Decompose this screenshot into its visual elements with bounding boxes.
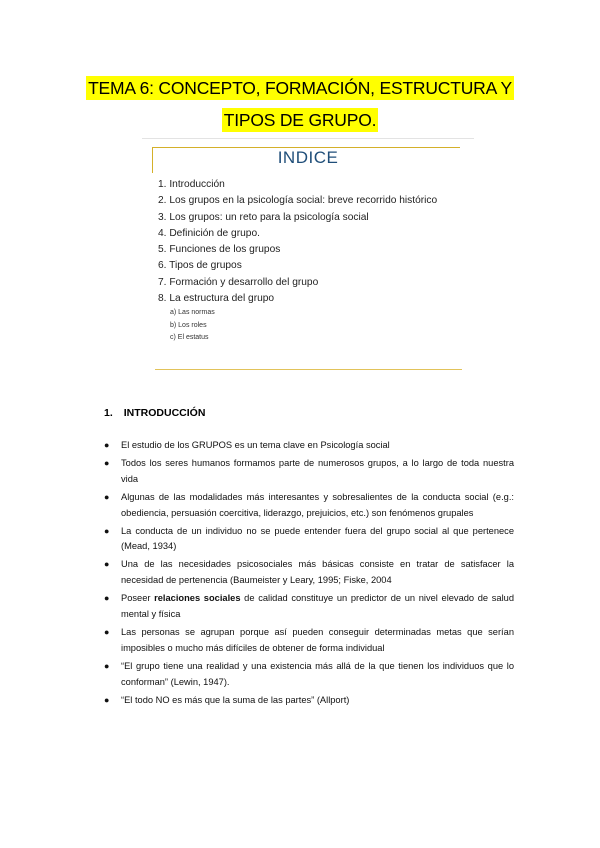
bullet-item — [104, 524, 514, 556]
bullet-icon: ● — [104, 457, 110, 468]
bullet-item — [104, 591, 514, 623]
bullet-item — [104, 456, 514, 488]
bullet-item — [104, 438, 514, 454]
toc-item[interactable]: 1. Introducción — [158, 179, 225, 190]
bullet-icon: ● — [104, 660, 110, 671]
bullet-text: “El todo NO es más que la suma de las partes” (Allport) — [121, 694, 350, 705]
toc-item[interactable]: 4. Definición de grupo. — [158, 227, 260, 239]
title-line-1: TEMA 6: CONCEPTO, FORMACIÓN, ESTRUCTURA Y — [88, 78, 512, 98]
title-line-2: TIPOS DE GRUPO. — [223, 110, 377, 130]
bullet-text: El estudio de los GRUPOS es un tema clave en Psicología social — [121, 440, 390, 450]
toc-sublist — [170, 307, 215, 345]
bullet-item — [104, 490, 514, 522]
bullet-icon: ● — [104, 626, 110, 637]
bullet-text: Todos los seres humanos formamos parte de numerosos grupos, a lo largo de toda nuestra vida — [121, 457, 514, 484]
toc-heading: INDICE — [277, 148, 339, 167]
bullet-item — [104, 693, 514, 709]
horizontal-rule — [142, 138, 474, 139]
bullet-text-pre: Poseer — [121, 593, 155, 604]
toc-item[interactable]: 5. Funciones de los grupos — [158, 244, 281, 256]
bullet-icon: ● — [104, 440, 110, 450]
bullet-icon: ● — [104, 525, 110, 536]
bullet-item — [104, 625, 514, 657]
toc-item[interactable]: 7. Formación y desarrollo del grupo — [158, 276, 319, 288]
section-number: 1. — [104, 407, 113, 419]
bullet-icon: ● — [104, 593, 110, 604]
bullet-text-post: de calidad constituye un predictor de un nivel elevado de salud mental y física — [121, 593, 515, 620]
toc-subitem[interactable]: c) El estatus — [170, 334, 209, 342]
bullet-text: “El grupo tiene una realidad y una existencia más allá de la que tienen los individuos que lo conforman” (Lewin, 1947). — [121, 660, 514, 687]
bullet-text: Algunas de las modalidades más interesantes y sobresalientes de la conducta social (e.g.: obediencia, persuasión coercitiva, liderazgo, prejuicios, etc.) son fenómenos grupales — [121, 491, 514, 518]
toc-subitem[interactable]: b) Los roles — [170, 321, 207, 329]
section-title: INTRODUCCIÓN — [123, 407, 206, 419]
bullet-list — [104, 438, 514, 711]
bullet-item — [104, 557, 514, 589]
bullet-text: La conducta de un individuo no se puede entender fuera del grupo social al que pertenece (Mead, 1934) — [121, 525, 514, 552]
section-heading — [104, 407, 205, 419]
toc-frame-bottom-border — [155, 369, 462, 370]
toc-list — [158, 177, 437, 307]
toc-item[interactable]: 8. La estructura del grupo — [158, 293, 275, 305]
bullet-text: Una de las necesidades psicosociales más básicas consiste en tratar de satisfacer la necesidad de pertenencia (Baumeister y Leary, 1995; Fiske, 2004 — [121, 559, 514, 586]
document-title — [0, 76, 600, 140]
bullet-icon: ● — [104, 491, 110, 502]
bullet-text: Las personas se agrupan porque así pueden conseguir determinadas metas que serían imposibles o mucho más difíciles de obtener de forma individual — [121, 626, 514, 653]
bullet-icon: ● — [104, 559, 110, 570]
toc-item[interactable]: 3. Los grupos: un reto para la psicología social — [158, 211, 369, 223]
bullet-icon: ● — [104, 694, 110, 705]
bullet-item — [104, 659, 514, 691]
toc-item[interactable]: 6. Tipos de grupos — [158, 260, 242, 272]
bullet-text-bold: relaciones sociales — [154, 593, 241, 604]
toc-item[interactable]: 2. Los grupos en la psicología social: breve recorrido histórico — [158, 195, 438, 207]
toc-subitem[interactable]: a) Las normas — [170, 309, 215, 316]
